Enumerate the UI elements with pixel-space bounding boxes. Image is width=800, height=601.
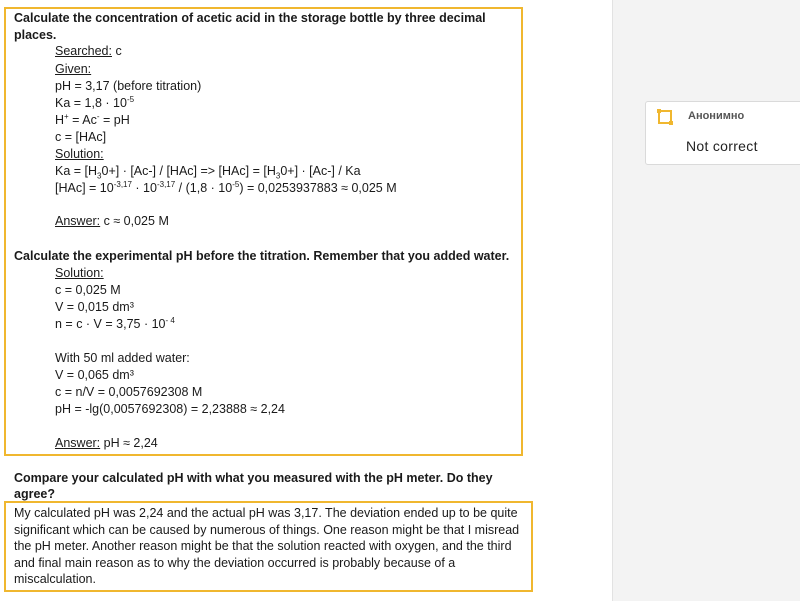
solution-2-c2: c = n/V = 0,0057692308 M: [55, 385, 203, 399]
answer-line-1: [55, 213, 169, 229]
answer-label-2: Answer:: [55, 436, 101, 450]
comment-anchor-icon: [658, 110, 672, 124]
solution-2-v2: V = 0,065 dm³: [55, 368, 134, 382]
solution-label-1: Solution:: [55, 147, 104, 161]
given-ka: $Ka = 1,8 \cdot 10^{-5}$: [55, 94, 135, 110]
given-label: Given:: [55, 62, 92, 76]
question-1-title-line1: Calculate the concentration of acetic acid in the storage bottle by three decimal: [14, 11, 486, 25]
comment-text: Not correct: [686, 138, 758, 154]
searched-line: [55, 43, 122, 59]
given-h-ac-ph: H+ = Ac- = pH: [55, 111, 130, 127]
solution-1-line1: $Ka = [H_30+] \cdot [Ac-] / [HAc] => [HAc] = [H_30+] \cdot [Ac-] / Ka$: [55, 164, 361, 181]
solution-2-ph: pH = -lg(0,0057692308) = 2,23888 ≈ 2,24: [55, 402, 285, 416]
solution-1-line2: $[HAc] = 10^{-3,17} \cdot 10^{-3,17} / (1,8 \cdot 10^{-5}) = 0,0253937883 \approx 0,025$ M: [55, 179, 397, 195]
solution-2-n: $n = c \cdot V = 3,75 \cdot 10^{- 4}$: [55, 315, 175, 331]
answer-line-2: [55, 435, 158, 451]
comment-author: Анонимно: [688, 110, 745, 122]
question-3-title-line2: agree?: [14, 487, 55, 501]
solution-2-water: With 50 ml added water:: [55, 351, 190, 365]
question-3-answer: My calculated pH was 2,24 and the actual pH was 3,17. The deviation ended up to be quite significant which can be caused by numerous of things. One reason might be that I misread the pH meter. Another reason might be that the solution reacted with oxygen, and the third and final main reason as to why the deviation occurred is probably because of a miscalculation.: [14, 506, 520, 586]
searched-value: c: [111, 44, 122, 58]
solution-2-c: c = 0,025 M: [55, 283, 121, 297]
comment-sidebar: [612, 0, 800, 601]
answer-value-2: pH ≈ 2,24: [100, 436, 158, 450]
answer-label-1: Answer:: [55, 214, 101, 228]
solution-2-v: V = 0,015 dm³: [55, 300, 134, 314]
question-2-title: Calculate the experimental pH before the titration. Remember that you added water.: [14, 249, 510, 263]
given-c: c = [HAc]: [55, 130, 107, 144]
given-ph: pH = 3,17 (before titration): [55, 79, 202, 93]
searched-label: Searched:: [55, 44, 112, 58]
answer-value-1: c ≈ 0,025 M: [100, 214, 169, 228]
question-1-title-line2: places.: [14, 28, 57, 42]
solution-label-2: Solution:: [55, 266, 104, 280]
comment-card[interactable]: [645, 101, 800, 165]
question-3-title-line1: Compare your calculated pH with what you measured with the pH meter. Do they: [14, 471, 493, 485]
